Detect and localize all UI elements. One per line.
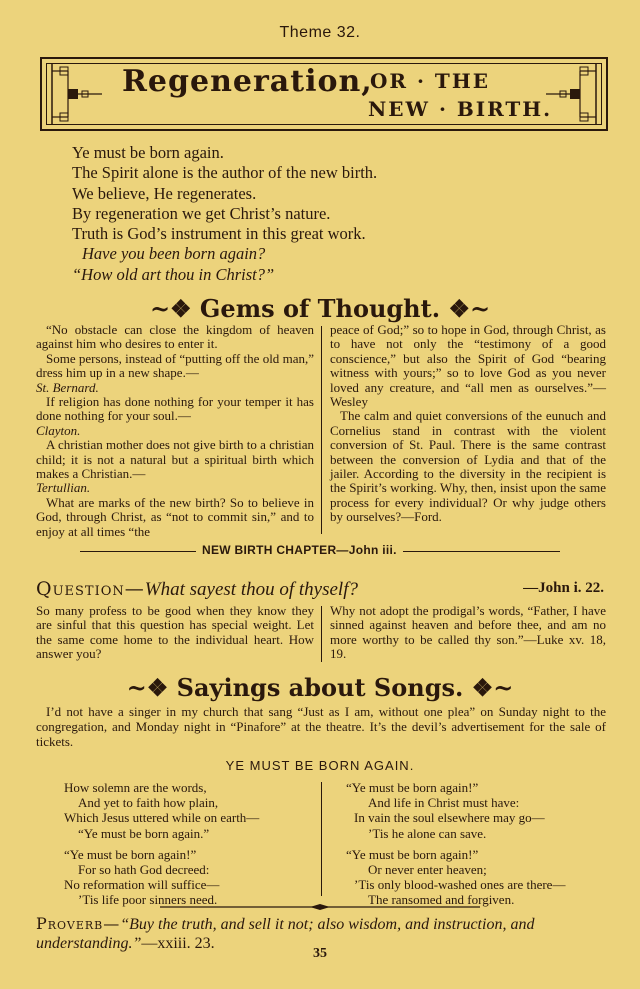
poem-line: “Ye must be born again.” xyxy=(78,825,210,841)
question-text: What sayest thou of thyself? xyxy=(144,579,358,600)
songs-heading xyxy=(0,673,640,702)
songs-paragraph: I’d not have a singer in my church that sang “Just as I am, without one plea” on Sunday night to the congregation, and Monday night in “Pinafore” at the theatre. It’s the devil’s advertisement for the sale of tickets. xyxy=(36,704,606,749)
intro-line: Truth is God’s instrument in this great work. xyxy=(72,224,366,244)
divider-rule xyxy=(160,904,480,910)
chapter-label: NEW BIRTH CHAPTER—John iii. xyxy=(196,543,403,557)
left-flourish-icon: ~❖ xyxy=(149,294,192,323)
question-reference: —John i. 22. xyxy=(523,580,604,596)
poem-line: “Ye must be born again!” xyxy=(346,780,479,795)
gem-citation: St. Bernard. xyxy=(36,379,99,395)
column-divider xyxy=(321,326,322,534)
proverb-text: “Buy the truth, and sell it not; also wisdom, and instruction, and understanding.” xyxy=(36,916,535,952)
poem-title: YE MUST BE BORN AGAIN. xyxy=(225,758,415,773)
right-flourish-icon: ❖~ xyxy=(471,673,514,702)
left-flourish-icon: ~❖ xyxy=(126,673,169,702)
poem-line: And yet to faith how plain, xyxy=(78,795,219,811)
poem-line: ’Tis only blood-washed ones are there— xyxy=(354,877,566,893)
proverb-label: Proverb— xyxy=(36,914,121,933)
intro-line: The Spirit alone is the author of the new birth. xyxy=(72,163,378,183)
poem-line: The ransomed and forgiven. xyxy=(368,892,515,908)
poem-line: Which Jesus uttered while on earth— xyxy=(64,810,260,826)
gem-citation: Tertullian. xyxy=(36,480,91,496)
gem-paragraph: A christian mother does not give birth to a christian child; it is not a natural but a spiritual birth which makes a Christian.— xyxy=(36,437,314,482)
gem-paragraph: Some persons, instead of “putting off the old man,” dress him up in a new shape.— xyxy=(36,350,314,381)
column-divider xyxy=(321,606,322,662)
gem-paragraph: What are marks of the new birth? So to believe in God, through Christ, as “not to commit sin,” and to enjoy at all times “the xyxy=(36,494,314,539)
gem-paragraph: “No obstacle can close the kingdom of heaven against him who desires to enter it. xyxy=(36,322,314,352)
intro-question: “How old art thou in Christ?” xyxy=(72,264,275,284)
gem-paragraph: The calm and quiet conversions of the eunuch and Cornelius stand in contrast with the violent conversion of St. Paul. There is the same contrast between the conversion of Lydia and that of the jailer. According to the diversity in the recipient is the Spirit’s working. Why, then, insist upon the same process for every individual? Or why judge others by ourselves?—Ford. xyxy=(330,408,606,525)
poem-line: “Ye must be born again!” xyxy=(64,846,197,862)
question-right-text: Why not adopt the prodigal’s words, “Father, I have sinned against heaven and before thee, and am no more worthy to be called thy son.”—Luke xv. 18, 19. xyxy=(330,603,606,662)
poem-line: “Ye must be born again!” xyxy=(346,846,479,862)
question-label: Question— xyxy=(36,578,145,600)
title-banner xyxy=(40,57,608,131)
gem-paragraph: If religion has done nothing for your temper it has done nothing for your soul.— xyxy=(36,394,314,424)
poem-line: In vain the soul elsewhere may go— xyxy=(354,810,545,826)
intro-line: Ye must be born again. xyxy=(72,143,224,162)
gems-heading xyxy=(0,294,640,323)
poem-line: And life in Christ must have: xyxy=(368,795,520,811)
banner-title: Regeneration, xyxy=(122,64,373,99)
column-divider xyxy=(321,782,322,896)
gems-left-column xyxy=(36,323,314,539)
page-number: 35 xyxy=(313,946,327,961)
poem-line: ’Tis he alone can save. xyxy=(368,825,487,841)
intro-block xyxy=(72,143,592,285)
banner-subtitle-line1: OR · THE xyxy=(370,69,490,93)
songs-heading-text: Sayings about Songs. xyxy=(176,673,464,702)
intro-question: Have you been born again? xyxy=(82,244,266,264)
poem-line: For so hath God decreed: xyxy=(78,862,210,878)
gems-heading-text: Gems of Thought. xyxy=(199,294,441,323)
poem-line: No reformation will suffice— xyxy=(64,877,220,893)
left-ornament-icon xyxy=(46,63,106,125)
theme-label: Theme 32. xyxy=(279,24,361,41)
intro-line: By regeneration we get Christ’s nature. xyxy=(72,203,331,223)
poem-line: Or never enter heaven; xyxy=(368,862,487,878)
gem-paragraph: peace of God;” so to hope in God, through Christ, as to have not only the “testimony of a good conscience,” but also the Spirit of God “bearing witness with yours;” so to love God as you never loved any creature, and “all men as ourselves.”—Wesley xyxy=(330,322,606,410)
gems-right-column xyxy=(330,323,606,525)
poem-left-column xyxy=(64,780,314,908)
question-left-text: So many profess to be good when they know they are sinful that this question has special weight. Let the same come home to the individual heart. How answer you? xyxy=(36,603,314,662)
right-flourish-icon: ❖~ xyxy=(448,294,491,323)
poem-right-column xyxy=(346,780,608,908)
poem-line: ’Tis life poor sinners need. xyxy=(78,892,218,908)
intro-line: We believe, He regenerates. xyxy=(72,183,257,203)
poem-line: How solemn are the words, xyxy=(64,780,207,795)
gem-citation: Clayton. xyxy=(36,422,81,438)
banner-subtitle-line2: NEW · BIRTH. xyxy=(368,97,553,121)
proverb-reference: —xxiii. 23. xyxy=(141,935,215,952)
question-line xyxy=(36,578,606,601)
